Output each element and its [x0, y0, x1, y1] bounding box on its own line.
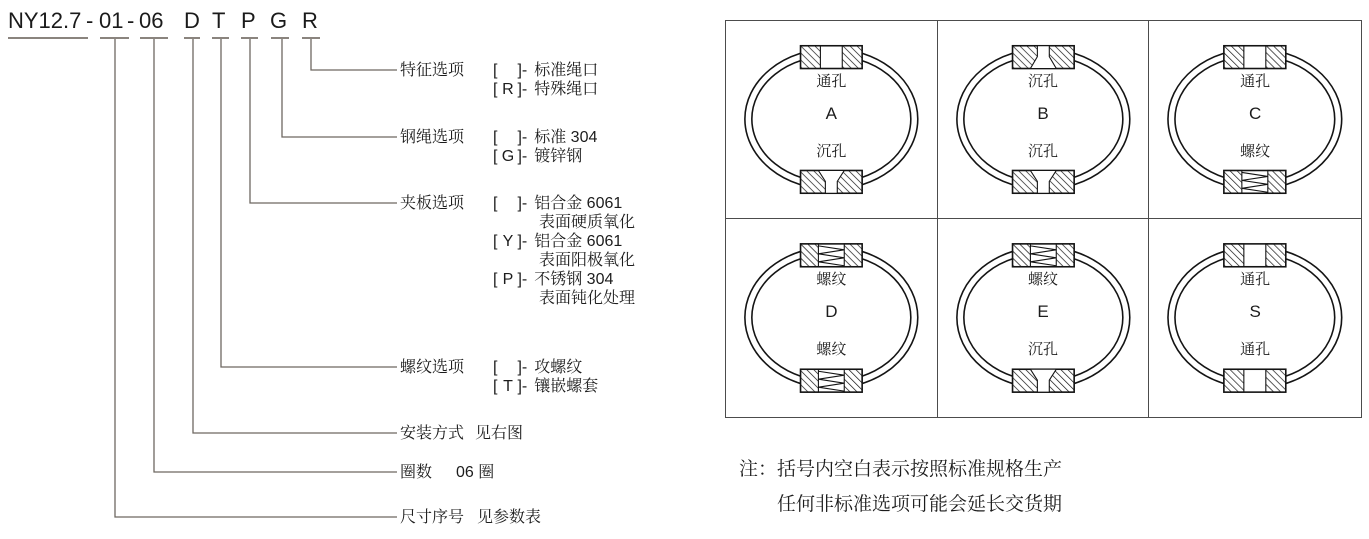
cell-bottom-label: 通孔 — [1240, 341, 1271, 358]
option-line — [493, 61, 598, 80]
option-group-title: 圈数 — [400, 464, 433, 481]
bracket: [ — [493, 271, 498, 288]
cell-bottom-label: 沉孔 — [816, 143, 847, 160]
bracket: ]- — [517, 129, 528, 146]
bracket: [ — [493, 81, 498, 98]
option-line — [493, 128, 597, 147]
bracket: ]- — [517, 233, 528, 250]
grid-cell-a — [726, 21, 938, 219]
option-group-rope — [400, 128, 597, 166]
option-text: 镀锌钢 — [534, 148, 583, 165]
option-code: T — [503, 378, 513, 395]
grid-cell-e — [938, 219, 1150, 417]
bracket: ]- — [517, 378, 528, 395]
option-line — [493, 358, 598, 377]
cell-top-label: 螺纹 — [816, 271, 847, 288]
option-line — [493, 270, 635, 289]
cell-letter: C — [1249, 104, 1262, 123]
cell-bottom-label: 沉孔 — [1027, 341, 1058, 358]
option-subtext: 表面阳极氧化 — [539, 252, 636, 269]
option-lines — [493, 128, 597, 166]
bracket: [ — [493, 359, 498, 376]
mount-style-grid — [725, 20, 1362, 418]
code-dash: - — [86, 8, 94, 33]
option-code: P — [502, 271, 514, 288]
note-prefix: 注： — [739, 459, 778, 480]
option-lines — [493, 194, 635, 308]
code-segment-series: NY12.7 — [8, 8, 82, 33]
grid-cell-d — [726, 219, 938, 417]
cell-top-label: 通孔 — [1240, 271, 1271, 288]
bracket: ]- — [517, 81, 528, 98]
option-text: 标准绳口 — [534, 62, 599, 79]
cell-bottom-label: 沉孔 — [1027, 143, 1058, 160]
code-segment-plate: P — [241, 8, 256, 33]
option-group-title: 特征选项 — [400, 62, 465, 79]
bracket: [ — [493, 378, 498, 395]
grid-cell-b — [938, 21, 1150, 219]
option-value: 见参数表 — [477, 509, 542, 526]
cell-letter: E — [1037, 302, 1049, 321]
grid-cell-s — [1149, 219, 1361, 417]
option-group-coils — [400, 463, 494, 482]
cell-top-label: 通孔 — [816, 73, 847, 90]
cell-top-label: 沉孔 — [1027, 73, 1058, 90]
code-segment-rope: G — [270, 8, 288, 33]
code-segment-feature: R — [302, 8, 318, 33]
cell-bottom-label: 螺纹 — [816, 341, 847, 358]
code-segment-coils: 06 — [139, 8, 164, 33]
cell-letter: S — [1249, 302, 1261, 321]
bracket: ]- — [517, 195, 528, 212]
bracket: ]- — [517, 359, 528, 376]
bracket: [ — [493, 129, 498, 146]
cell-top-label: 通孔 — [1240, 73, 1271, 90]
option-group-size — [400, 508, 541, 527]
cell-letter: D — [825, 302, 838, 321]
option-code: R — [502, 81, 514, 98]
option-value: 见右图 — [475, 425, 524, 442]
code-dash: - — [127, 8, 135, 33]
bracket: [ — [493, 148, 498, 165]
production-note — [739, 452, 1062, 522]
option-text: 攻螺纹 — [534, 359, 583, 376]
option-group-title: 尺寸序号 — [400, 509, 465, 526]
bracket: ]- — [517, 62, 528, 79]
bracket: ]- — [517, 148, 528, 165]
option-line — [493, 80, 598, 99]
option-text: 特殊绳口 — [534, 81, 599, 98]
option-line — [493, 194, 635, 213]
option-lines — [493, 358, 598, 396]
option-group-mount — [400, 424, 523, 443]
option-text: 镶嵌螺套 — [534, 378, 599, 395]
option-text: 铝合金 6061 — [534, 233, 623, 250]
cell-top-label: 螺纹 — [1027, 271, 1058, 288]
cell-letter: B — [1037, 104, 1049, 123]
option-code: Y — [502, 233, 514, 250]
option-group-title: 夹板选项 — [400, 195, 465, 212]
bracket: ]- — [517, 271, 528, 288]
bracket: [ — [493, 62, 498, 79]
option-text: 标准 304 — [534, 129, 598, 146]
cell-letter: A — [825, 104, 837, 123]
option-group-feature — [400, 61, 598, 99]
cell-bottom-label: 螺纹 — [1240, 143, 1271, 160]
option-line — [493, 147, 597, 166]
code-segment-mount: D — [184, 8, 200, 33]
option-code: G — [501, 148, 515, 165]
option-lines — [493, 61, 598, 99]
option-group-title: 螺纹选项 — [400, 359, 465, 376]
option-text: 不锈钢 304 — [534, 271, 614, 288]
grid-cell-c — [1149, 21, 1361, 219]
code-segment-size: 01 — [99, 8, 124, 33]
bracket: [ — [493, 195, 498, 212]
option-subtext: 表面硬质氧化 — [539, 214, 636, 231]
note-line-1: 括号内空白表示按照标准规格生产 — [777, 459, 1063, 480]
option-group-thread — [400, 358, 598, 396]
code-segment-thread: T — [212, 8, 226, 33]
note-lines — [777, 452, 1062, 522]
bracket: [ — [493, 233, 498, 250]
option-line — [493, 232, 635, 251]
option-group-title: 安装方式 — [400, 425, 465, 442]
option-group-title: 钢绳选项 — [400, 129, 465, 146]
option-text: 铝合金 6061 — [534, 195, 623, 212]
option-group-plate — [400, 194, 635, 308]
option-subtext: 表面钝化处理 — [539, 290, 636, 307]
note-line-2: 任何非标准选项可能会延长交货期 — [777, 494, 1063, 515]
option-line — [493, 377, 598, 396]
option-value: 06 圈 — [456, 464, 495, 481]
